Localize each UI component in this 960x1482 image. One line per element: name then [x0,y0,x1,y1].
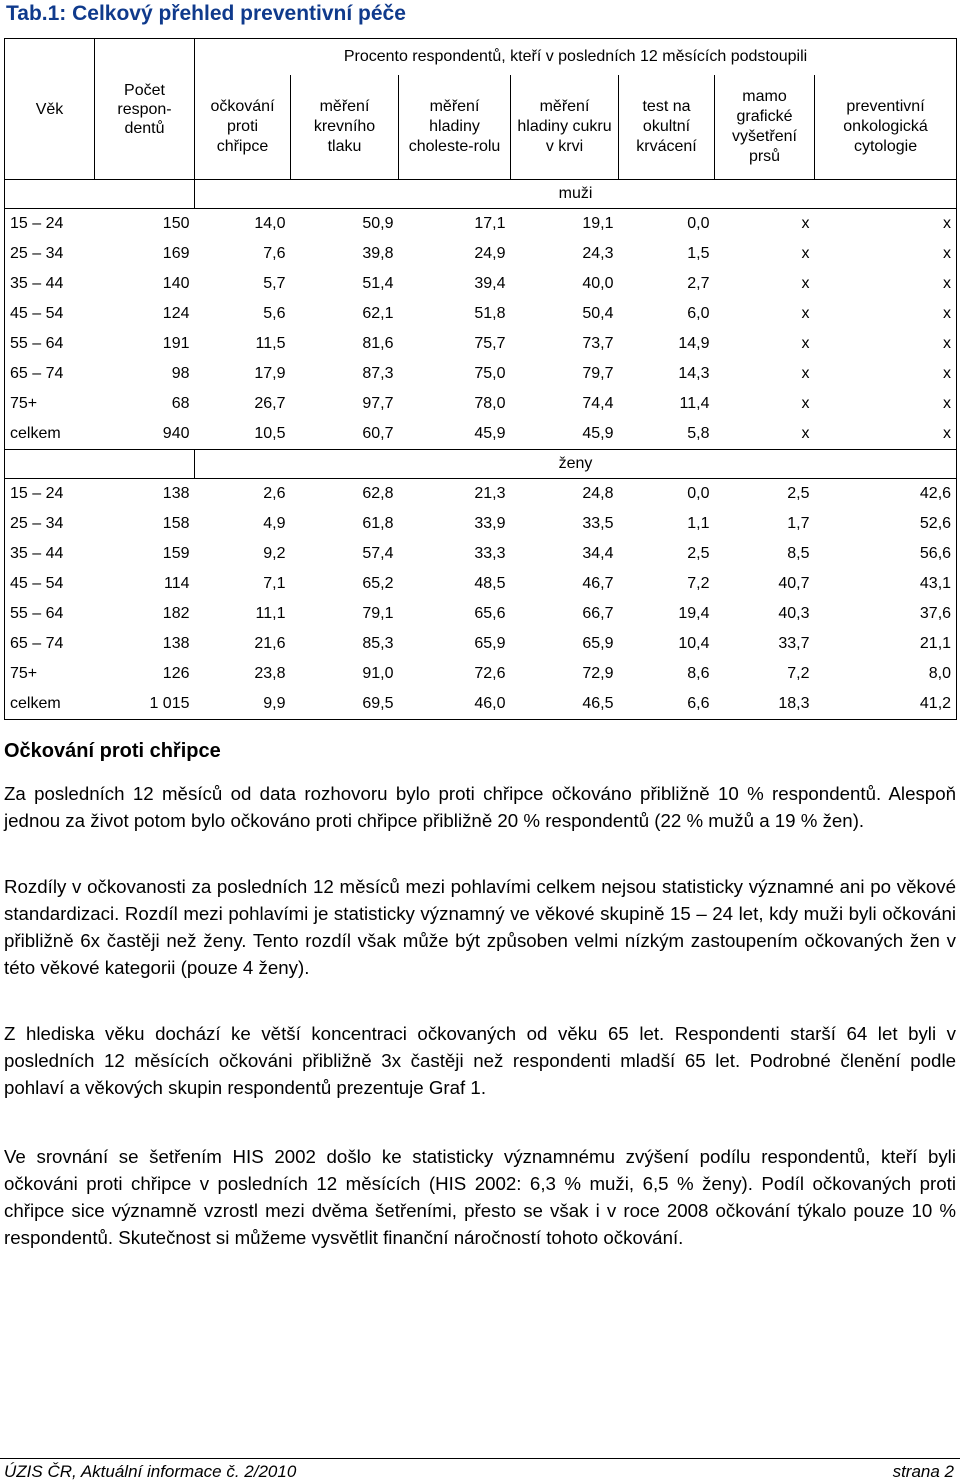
table-cell: 2,7 [687,275,710,292]
table-cell: 48,5 [474,575,506,592]
table-cell: 21,1 [815,629,957,659]
table-row [5,359,957,389]
table-cell: 73,7 [582,335,614,352]
table-cell: 79,7 [582,365,614,382]
row-age-group: 35 – 44 [5,539,95,569]
table-cell: 150 [95,209,195,240]
table-cell: 10,4 [678,635,710,652]
table-cell: x [801,365,810,382]
footer-divider [0,1458,960,1459]
section-row [5,450,957,479]
table-cell: 940 [95,419,195,450]
table-cell: 78,0 [474,395,506,412]
header-col-cholesterol: měření hladiny choleste-rolu [399,75,511,180]
table-row [5,299,957,329]
table-cell: 2,5 [687,545,710,562]
table-cell: 33,9 [474,515,506,532]
table-cell: 57,4 [362,545,394,562]
table-row [5,659,957,689]
table-cell: 40,0 [582,275,614,292]
table-cell: 37,6 [815,599,957,629]
header-col-mammography: mamo grafické vyšetření prsů [715,75,815,180]
paragraph-1: Za posledních 12 měsíců od data rozhovoru bylo proti chřipce očkováno přibližně 10 % respondentů. Alespoň jednou za život potom bylo očkováno proti chřipce přibližně 20 % respondentů (22 % mužů a 19 % žen). [4,783,956,831]
table-cell: 138 [162,635,190,652]
table-cell: 21,3 [399,479,511,510]
row-age-group: 55 – 64 [5,599,95,629]
table-cell: 65,2 [362,575,394,592]
table-cell: 17,1 [399,209,511,240]
table-cell: 85,3 [362,635,394,652]
table-cell: 74,4 [582,395,614,412]
footer-page-number: strana 2 [892,1462,954,1481]
table-row [5,569,957,599]
table-cell: 91,0 [362,665,394,682]
table-cell: 5,7 [263,275,286,292]
table-cell: 1 015 [95,689,195,720]
table-cell: 68 [171,395,190,412]
table-cell: x [801,335,810,352]
section-label: muži [195,180,957,209]
table-cell: 41,2 [815,689,957,720]
table-cell: 14,0 [195,209,291,240]
table-cell: 50,4 [582,305,614,322]
table-cell: 62,1 [362,305,394,322]
table-cell: 6,6 [619,689,715,720]
table-cell: 2,5 [715,479,815,510]
header-col-blood-sugar: měření hladiny cukru v krvi [511,75,619,180]
table-cell: 81,6 [362,335,394,352]
table-cell: 87,3 [362,365,394,382]
table-cell: 7,1 [263,575,286,592]
table-row [5,239,957,269]
section-spacer [5,180,195,209]
table-cell: 50,9 [291,209,399,240]
table-cell: 8,0 [815,659,957,689]
section-label: ženy [195,450,957,479]
table-cell: 8,6 [687,665,710,682]
table-cell: 21,6 [254,635,286,652]
table-cell: 8,5 [787,545,810,562]
table-cell: 11,1 [255,605,286,622]
table-cell: 159 [162,545,190,562]
preventive-care-table [4,38,957,720]
row-age-group: 45 – 54 [5,569,95,599]
table-row [5,509,957,539]
table-cell: 5,6 [263,305,286,322]
table-cell: x [801,395,810,412]
table-cell: x [801,305,810,322]
table-cell: x [815,419,957,450]
table-cell: 7,6 [263,245,286,262]
table-cell: 51,8 [474,305,506,322]
table-cell: 114 [163,575,190,592]
table-row [5,539,957,569]
table-cell: x [815,389,957,419]
table-cell: 24,3 [582,245,614,262]
header-col-occult-bleeding: test na okultní krvácení [619,75,715,180]
section-row [5,180,957,209]
table-cell: 11,4 [679,395,710,412]
table-cell: 26,7 [254,395,286,412]
table-cell: 9,2 [263,545,286,562]
header-age: Věk [5,39,95,180]
table-cell: 17,9 [254,365,286,382]
table-cell: 34,4 [582,545,614,562]
table-cell: 7,2 [687,575,710,592]
table-cell: x [815,329,957,359]
table-cell: 46,7 [582,575,614,592]
row-age-group: celkem [5,689,95,720]
table-cell: 39,8 [362,245,394,262]
table-cell: 75,0 [474,365,506,382]
table-cell: x [815,269,957,299]
header-respondent-count: Počet respon-dentů [95,39,195,180]
table-cell: 182 [162,605,190,622]
table-cell: 2,6 [195,479,291,510]
table-cell: 46,0 [399,689,511,720]
table-cell: 18,3 [715,689,815,720]
table-cell: x [801,245,810,262]
table-cell: 65,6 [474,605,506,622]
table-cell: 1,1 [687,515,710,532]
table-cell: 79,1 [362,605,394,622]
table-cell: 60,7 [291,419,399,450]
table-cell: 33,5 [582,515,614,532]
table-cell: 56,6 [815,539,957,569]
table-row [5,209,957,240]
table-cell: 140 [162,275,190,292]
table-cell: x [801,275,810,292]
table-cell: 40,7 [778,575,810,592]
table-cell: 14,3 [678,365,710,382]
paragraph-3: Z hlediska věku dochází ke větší koncentraci očkovaných od věku 65 let. Respondenti starší 64 let byli v posledních 12 měsících očkováni přibližně 3x častěji než respondenti mladší 65 let. Podrobné členění podle pohlaví a věkových skupin respondentů prezentuje Graf 1. [4,1023,956,1098]
paragraph-2: Rozdíly v očkovanosti za posledních 12 měsíců mezi pohlavími celkem nejsou statisticky významné ani po věkové standardizaci. Rozdíl mezi pohlavími je statisticky významný ve věkové skupině 15 – 24 let, kdy muži byli očkováni přibližně 6x častěji než ženy. Tento rozdíl však může být způsoben velmi nízkým zastoupením očkovaných žen v této věkové kategorii (pouze 4 ženy). [4,876,956,978]
table-cell: x [715,419,815,450]
table-cell: 126 [162,665,190,682]
table-cell: 9,9 [195,689,291,720]
table-cell: 169 [162,245,190,262]
table-cell: 40,3 [778,605,810,622]
table-cell: 23,8 [254,665,286,682]
table-cell: 39,4 [474,275,506,292]
table-cell: 33,7 [778,635,810,652]
row-age-group: 15 – 24 [5,209,95,240]
table-cell: 61,8 [362,515,394,532]
row-age-group: 25 – 34 [5,509,95,539]
table-cell: 24,8 [511,479,619,510]
table-cell: 62,8 [291,479,399,510]
row-age-group: 65 – 74 [5,629,95,659]
table-cell: 65,9 [474,635,506,652]
table-cell: 19,4 [678,605,710,622]
section-heading: Očkování proti chřipce [4,740,221,762]
table-title: Tab.1: Celkový přehled preventivní péče [6,2,406,25]
row-age-group: 55 – 64 [5,329,95,359]
table-cell: 14,9 [678,335,710,352]
section-spacer [5,450,195,479]
table-row [5,389,957,419]
table-cell: 19,1 [511,209,619,240]
table-cell: 42,6 [815,479,957,510]
table-cell: 1,5 [687,245,710,262]
table-cell: 69,5 [291,689,399,720]
paragraph-4: Ve srovnání se šetřením HIS 2002 došlo ke statisticky významnému zvýšení podílu respondentů, kteří byli očkováni proti chřipce v posledních 12 měsících (HIS 2002: 6,3 % muži, 6,5 % ženy). Podíl očkovaných proti chřipce sice významně vzrostl mezi dvěma šetřeními, přesto se však i v roce 2008 očkování týkalo pouze 10 % respondentů. Skutečnost si můžeme vysvětlit finanční náročností tohoto očkování. [4,1146,956,1248]
table-cell: 43,1 [815,569,957,599]
header-col-blood-pressure: měření krevního tlaku [291,75,399,180]
table-cell: x [815,209,957,240]
table-row [5,599,957,629]
table-cell: 6,0 [687,305,710,322]
row-age-group: celkem [5,419,95,450]
table-cell: 11,5 [255,335,286,352]
table-cell: 72,6 [474,665,506,682]
header-group: Procento respondentů, kteří v posledních 12 měsících podstoupili [195,39,957,75]
table-cell: 65,9 [582,635,614,652]
table-cell: 75,7 [474,335,506,352]
row-age-group: 45 – 54 [5,299,95,329]
table-cell: 5,8 [619,419,715,450]
table-row [5,269,957,299]
row-age-group: 15 – 24 [5,479,95,510]
header-col-cytology: preventivní onkologická cytologie [815,75,957,180]
table-row [5,329,957,359]
row-age-group: 25 – 34 [5,239,95,269]
table-cell: 124 [162,305,190,322]
table-cell: 158 [162,515,190,532]
table-cell: 191 [162,335,190,352]
table-cell: 97,7 [362,395,394,412]
table-row [5,479,957,510]
table-cell: 7,2 [787,665,810,682]
table-cell: 66,7 [582,605,614,622]
row-age-group: 65 – 74 [5,359,95,389]
table-cell: x [815,359,957,389]
table-row [5,629,957,659]
header-col-flu-vaccination: očkování proti chřipce [195,75,291,180]
row-age-group: 35 – 44 [5,269,95,299]
table-cell: x [715,209,815,240]
table-row [5,419,957,450]
table-cell: 0,0 [619,209,715,240]
table-cell: 45,9 [511,419,619,450]
table-cell: x [815,239,957,269]
table-cell: 24,9 [474,245,506,262]
table-cell: 33,3 [474,545,506,562]
row-age-group: 75+ [5,659,95,689]
table-cell: 52,6 [815,509,957,539]
table-cell: 98 [171,365,190,382]
table-cell: 45,9 [399,419,511,450]
table-cell: 0,0 [619,479,715,510]
table-cell: x [815,299,957,329]
table-cell: 1,7 [787,515,810,532]
table-cell: 46,5 [511,689,619,720]
footer-source: ÚZIS ČR, Aktuální informace č. 2/2010 [4,1462,297,1481]
table-row [5,689,957,720]
row-age-group: 75+ [5,389,95,419]
table-cell: 10,5 [195,419,291,450]
table-cell: 51,4 [362,275,394,292]
table-cell: 72,9 [582,665,614,682]
table-cell: 138 [95,479,195,510]
table-cell: 4,9 [263,515,286,532]
